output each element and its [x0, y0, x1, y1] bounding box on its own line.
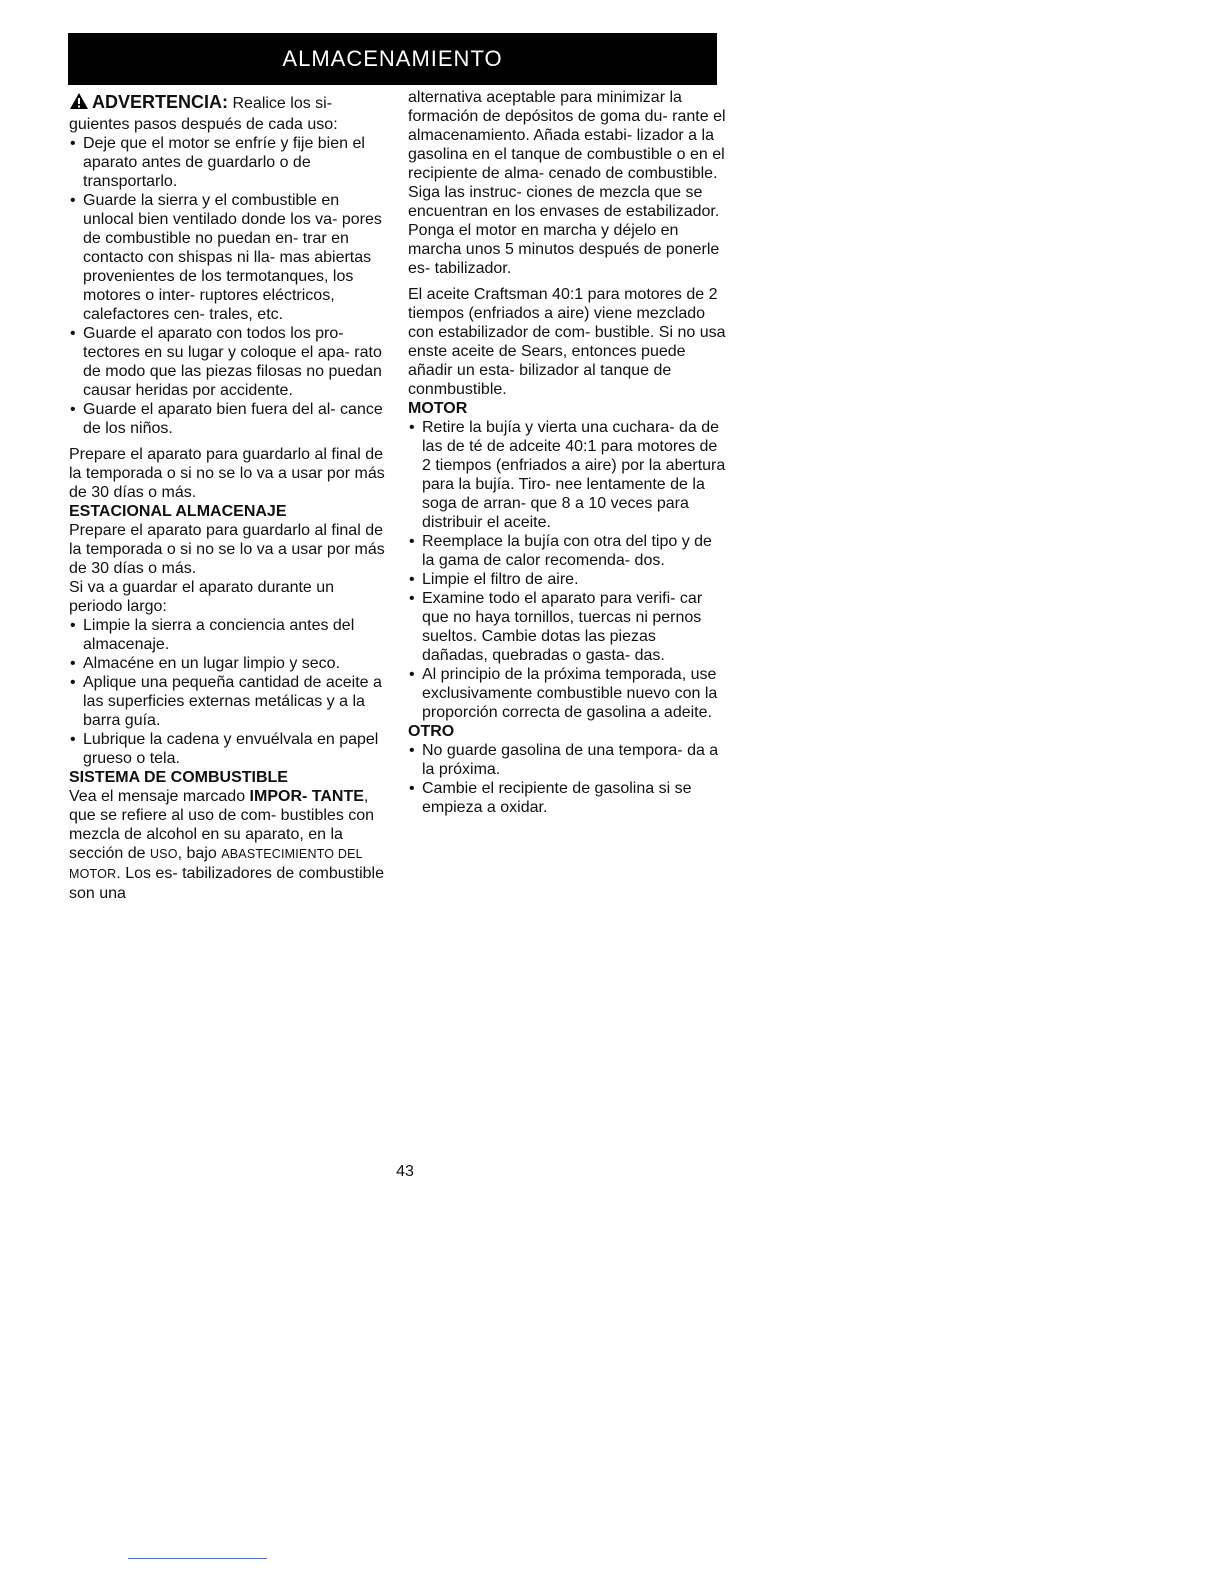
fuel-text-d: . Los es- tabilizadores de combustible son una [69, 865, 384, 902]
oil-paragraph: El aceite Craftsman 40:1 para motores de 2 tiempos (enfriados a aire) viene mezclado con estabilizador de com- bustible. Si no usa enste aceite de Sears, entonces puede añadir un esta- bilizador al tanque de conmbustible. [408, 286, 726, 398]
list-item: • Aplique una pequeña cantidad de aceite a las superficies externas metálicas y a la barra guía. [69, 673, 387, 730]
list-item: • Reemplace la bujía con otra del tipo y de la gama de calor recomenda- dos. [408, 532, 726, 570]
footer-divider [128, 1558, 267, 1559]
warning-label: ADVERTENCIA: [92, 92, 229, 112]
warning-list [69, 134, 387, 438]
section-uso: USO [149, 847, 178, 861]
list-item: • Al principio de la próxima temporada, use exclusivamente combustible nuevo con la proporción correcta de gasolina a adeite. [408, 665, 726, 722]
list-item: • No guarde gasolina de una tempora- da a la próxima. [408, 741, 726, 779]
fuel-text-b: , que se refiere al uso de com- bustibles con mezcla de alcohol en su aparato, en la sección de [69, 788, 375, 862]
left-column [69, 92, 387, 903]
important-term: IMPOR- TANTE [249, 788, 364, 805]
list-item: • Retire la bujía y vierta una cuchara- da de las de té de adceite 40:1 para motores de 2 tiempos (enfriados a aire) por la abertura para la bujía. Tiro- nee lentamente de la soga de arran- que 8 a 10 veces para distribuir el aceite. [408, 418, 726, 532]
fuel-system-continuation: alternativa aceptable para minimizar la formación de depósitos de goma du- rante el almacenamiento. Añada estabi- lizador a la gasolina en el tanque de combustible o en el recipiente de alma- cenado de combustible. Siga las instruc- ciones de mezcla que se encuentran en los envases de estabilizador. Ponga el motor en marcha y déjelo en marcha unos 5 minutos después de ponerle es- tabilizador. [408, 89, 726, 277]
seasonal-heading: ESTACIONAL ALMACENAJE [69, 503, 287, 520]
fuel-system-paragraph [69, 787, 387, 903]
section-title: ALMACENAMIENTO [282, 46, 503, 71]
fuel-text-a: Vea el mensaje marcado [69, 788, 250, 805]
warning-triangle-icon [69, 92, 89, 115]
motor-list [408, 418, 726, 722]
seasonal-list [69, 616, 387, 768]
seasonal-paragraph: Prepare el aparato para guardarlo al final de la temporada o si no se lo va a usar por más de 30 días o más. [69, 522, 385, 577]
right-column [408, 88, 726, 817]
fuel-system-heading: SISTEMA DE COMBUSTIBLE [69, 769, 288, 786]
list-item: • Examine todo el aparato para verifi- car que no haya tornillos, tuercas ni pernos sueltos. Cambie dotas las piezas dañadas, quebradas o gasta- das. [408, 589, 726, 665]
list-item: • Almacéne en un lugar limpio y seco. [69, 654, 387, 673]
section-title-banner [68, 33, 717, 85]
list-item: • Guarde el aparato con todos los pro- tectores en su lugar y coloque el apa- rato de modo que las piezas filosas no puedan causar heridas por accidente. [69, 324, 387, 400]
warning-intro [69, 92, 387, 134]
list-item: • Guarde el aparato bien fuera del al- cance de los niños. [69, 400, 387, 438]
list-item: • Guarde la sierra y el combustible en unlocal bien ventilado donde los va- pores de combustible no puedan en- trar en contacto con shispas ni lla- mas abiertas provenientes de los termotanques, los motores o inter- ruptores eléctricos, calefactores cen- trales, etc. [69, 191, 387, 324]
list-item: • Deje que el motor se enfríe y fije bien el aparato antes de guardarlo o de transportarlo. [69, 134, 387, 191]
intro-paragraph: Prepare el aparato para guardarlo al final de la temporada o si no se lo va a usar por más de 30 días o más. [69, 446, 385, 501]
list-item: • Lubrique la cadena y envuélvala en papel grueso o tela. [69, 730, 387, 768]
warning-text: Realice los si- guientes pasos después de cada uso: [69, 95, 338, 133]
motor-heading: MOTOR [408, 400, 468, 417]
list-item: • Limpie la sierra a conciencia antes del almacenaje. [69, 616, 387, 654]
page-number: 43 [396, 1163, 414, 1180]
other-heading: OTRO [408, 723, 455, 740]
section-name: ABASTECIMIENTO DEL MOTOR [69, 847, 363, 881]
other-list [408, 741, 726, 817]
fuel-text-c: , bajo [177, 845, 222, 862]
list-item: • Cambie el recipiente de gasolina si se empieza a oxidar. [408, 779, 726, 817]
seasonal-paragraph-2: Si va a guardar el aparato durante un periodo largo: [69, 579, 335, 615]
list-item: • Limpie el filtro de aire. [408, 570, 726, 589]
